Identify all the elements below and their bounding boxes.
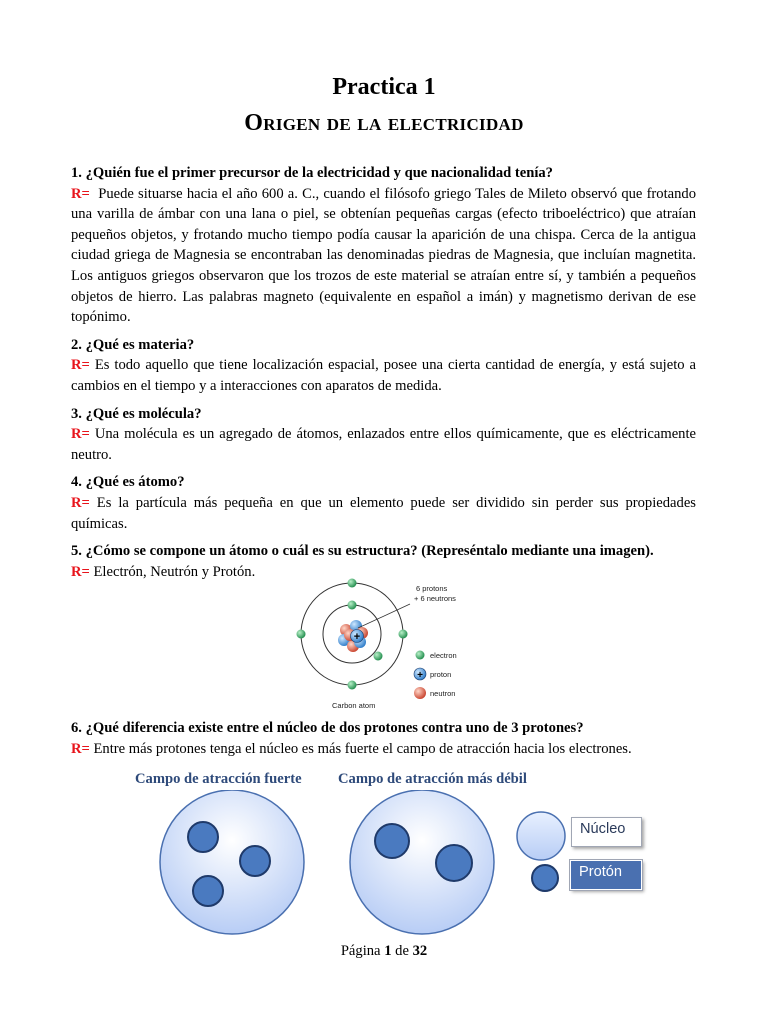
page-current: 1 <box>384 943 392 959</box>
label-neutrons: + 6 neutrons <box>414 594 456 603</box>
legend-proton-label: Protón <box>570 860 642 890</box>
question-block-2 <box>71 335 696 397</box>
question-text: 1. ¿Quién fue el primer precursor de la electricidad y que nacionalidad tenía? <box>71 165 553 181</box>
answer-body: Puede situarse hacia el año 600 a. C., cuando el filósofo griego Tales de Mileto observó que frotando una varilla de ámbar con una lana o piel, se obtenían pequeñas cargas (efecto triboeléctrico) que atraían pequeños objetos, y frotando mucho tiempo podía causar la aparición de una chispa. Cerca de la antigua ciudad griega de Magnesia se encontraban las denominadas piedras de Magnesia, que incluían magnetita. Los antiguos griegos observaron que los trozos de este material se atraían entre sí, y también a pequeños objetos de hierro. Las palabras magneto (equivalente en español a imán) y magnetismo derivan de ese topónimo. <box>71 185 697 326</box>
proton-1 <box>375 824 409 858</box>
question-block-3 <box>71 404 696 466</box>
answer-label: R= <box>71 563 90 580</box>
legend-proton: proton <box>430 670 452 679</box>
attraction-field-diagram <box>150 790 570 938</box>
proton-1 <box>188 822 218 852</box>
question-block-6 <box>71 718 696 759</box>
atom-nucleus <box>338 620 368 652</box>
answer-body: Una molécula es un agregado de átomos, enlazados entre ellos químicamente, que es eléctricamente neutro. <box>71 426 696 463</box>
strong-field-circle <box>160 790 304 934</box>
legend-nucleo-swatch <box>517 812 565 860</box>
question-text: 2. ¿Qué es materia? <box>71 336 195 353</box>
page-total: 32 <box>412 943 428 959</box>
page-label: Página <box>340 943 381 959</box>
answer-text <box>71 493 696 534</box>
page-footer <box>0 943 768 960</box>
question-block-4 <box>71 472 696 534</box>
question-text: 6. ¿Qué diferencia existe entre el núcleo de dos protones contra uno de 3 protones? <box>71 720 584 737</box>
legend-electron: electron <box>430 651 457 660</box>
weak-field-circle <box>350 790 494 934</box>
question-block-1 <box>71 163 696 328</box>
carbon-atom-figure <box>290 576 480 711</box>
page-separator: de <box>395 943 409 959</box>
svg-text:+: + <box>353 631 361 643</box>
proton-2 <box>436 845 472 881</box>
atom-legend <box>414 651 457 700</box>
answer-body: Entre más protones tenga el núcleo es más fuerte el campo de atracción hacia los electrones. <box>93 740 632 757</box>
answer-text <box>71 355 696 396</box>
answer-text <box>71 739 696 760</box>
caption-strong-field: Campo de atracción fuerte <box>135 771 302 787</box>
page-subtitle: Origen de la electricidad <box>244 110 524 136</box>
question-text: 5. ¿Cómo se compone un átomo o cuál es su estructura? (Represéntalo mediante una imagen). <box>71 543 654 560</box>
answer-body: Electrón, Neutrón y Protón. <box>93 563 256 580</box>
page-title: Practica 1 <box>332 74 436 100</box>
question-text: 4. ¿Qué es átomo? <box>71 474 185 491</box>
answer-body: Es todo aquello que tiene localización espacial, posee una cierta cantidad de energía, y está sujeto a cambios en el tiempo y a interacciones con aparatos de medida. <box>71 357 697 394</box>
proton-2 <box>240 846 270 876</box>
answer-text <box>71 184 696 328</box>
answer-label: R= <box>71 185 90 202</box>
svg-text:+: + <box>417 670 423 681</box>
label-protons: 6 protons <box>416 584 448 593</box>
question-text: 3. ¿Qué es molécula? <box>71 405 202 422</box>
atom-caption: Carbon atom <box>332 701 376 710</box>
answer-label: R= <box>71 426 90 443</box>
answer-body: Es la partícula más pequeña en que un elemento puede ser dividido sin perder sus propiedades químicas. <box>71 494 696 532</box>
caption-weak-field: Campo de atracción más débil <box>338 771 527 787</box>
proton-3 <box>193 876 223 906</box>
answer-label: R= <box>71 494 90 511</box>
answer-text <box>71 424 696 465</box>
legend-neutron: neutron <box>430 689 456 698</box>
answer-label: R= <box>71 740 90 757</box>
legend-proton-swatch <box>532 865 558 891</box>
legend-nucleo-label: Núcleo <box>571 817 642 847</box>
answer-label: R= <box>71 357 90 374</box>
